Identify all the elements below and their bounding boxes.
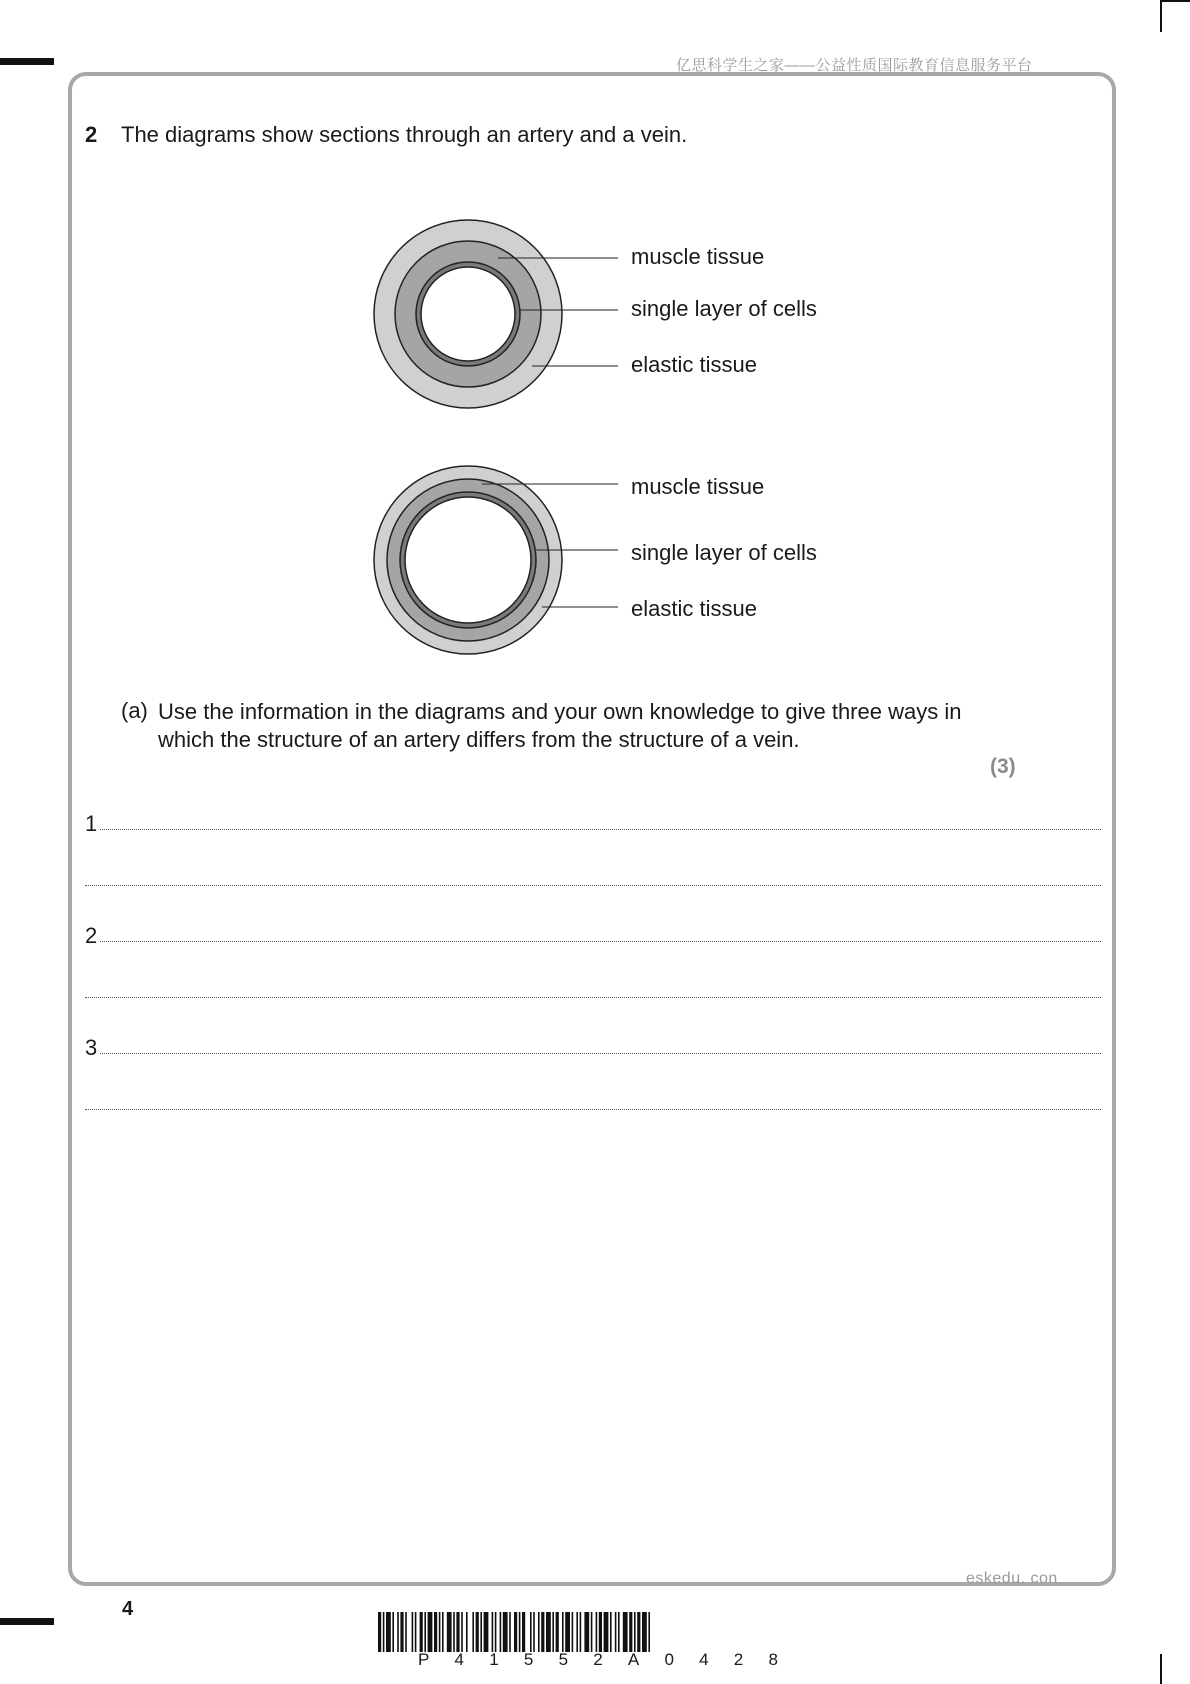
barcode-bar bbox=[596, 1612, 598, 1652]
barcode-digit: 1 bbox=[489, 1650, 499, 1669]
barcode-bar bbox=[591, 1612, 593, 1652]
answer-number-1: 1 bbox=[85, 811, 100, 837]
barcode bbox=[378, 1612, 812, 1652]
left-registration-mark-top bbox=[0, 58, 54, 65]
barcode-bar bbox=[615, 1612, 617, 1652]
barcode-bar bbox=[648, 1612, 650, 1652]
barcode-digits bbox=[418, 1650, 778, 1670]
barcode-bar bbox=[572, 1612, 574, 1652]
barcode-bar bbox=[420, 1612, 423, 1652]
page-number: 4 bbox=[122, 1598, 134, 1620]
barcode-bar bbox=[634, 1612, 636, 1652]
barcode-bar bbox=[623, 1612, 628, 1652]
barcode-digit: 5 bbox=[558, 1650, 569, 1669]
barcode-digit: 2 bbox=[733, 1650, 744, 1669]
vein-label-muscle: muscle tissue bbox=[631, 474, 765, 499]
barcode-bar bbox=[503, 1612, 508, 1652]
barcode-digit: 4 bbox=[454, 1650, 465, 1669]
barcode-bar bbox=[538, 1612, 540, 1652]
barcode-bar bbox=[629, 1612, 632, 1652]
barcode-bar bbox=[576, 1612, 578, 1652]
barcode-bar bbox=[484, 1612, 489, 1652]
part-a-text: Use the information in the diagrams and your own knowledge to give three ways in which the structure of an artery differs from the structure of a vein. bbox=[158, 699, 962, 752]
barcode-bar bbox=[533, 1612, 535, 1652]
corner-mark-top-right-v bbox=[1160, 0, 1162, 32]
barcode-digit: 5 bbox=[523, 1650, 534, 1669]
barcode-digit: 8 bbox=[768, 1650, 778, 1669]
barcode-bar bbox=[424, 1612, 426, 1652]
barcode-bar bbox=[397, 1612, 399, 1652]
part-a-label: (a) bbox=[121, 698, 148, 723]
vein-diagram bbox=[370, 460, 630, 660]
vein-label-cells: single layer of cells bbox=[631, 540, 817, 565]
barcode-bar bbox=[519, 1612, 521, 1652]
barcode-bar bbox=[386, 1612, 391, 1652]
barcode-bar bbox=[514, 1612, 517, 1652]
barcode-bar bbox=[642, 1612, 647, 1652]
barcode-bar bbox=[541, 1612, 544, 1652]
barcode-bar bbox=[378, 1612, 381, 1652]
barcode-digit: P bbox=[418, 1650, 430, 1669]
answer-line-2b[interactable] bbox=[85, 997, 1101, 998]
answer-line-3b[interactable] bbox=[85, 1109, 1101, 1110]
answer-number-2: 2 bbox=[85, 923, 100, 949]
barcode-bar bbox=[500, 1612, 502, 1652]
barcode-bar bbox=[461, 1612, 463, 1652]
barcode-bar bbox=[456, 1612, 459, 1652]
header-watermark: 亿思科学生之家——公益性质国际教育信息服务平台 bbox=[676, 57, 1033, 74]
barcode-bar bbox=[472, 1612, 474, 1652]
answer-line-3a[interactable] bbox=[85, 1053, 1101, 1054]
barcode-bar bbox=[428, 1612, 433, 1652]
barcode-bar bbox=[453, 1612, 455, 1652]
barcode-bar bbox=[565, 1612, 570, 1652]
artery-label-cells: single layer of cells bbox=[631, 296, 817, 321]
barcode-bar bbox=[546, 1612, 551, 1652]
barcode-digit: A bbox=[627, 1650, 640, 1669]
barcode-bar bbox=[637, 1612, 640, 1652]
question-number: 2 bbox=[85, 122, 98, 147]
barcode-bar bbox=[392, 1612, 394, 1652]
vein-label-elastic: elastic tissue bbox=[631, 596, 757, 621]
question-text: The diagrams show sections through an artery and a vein. bbox=[121, 122, 688, 147]
left-registration-mark-bottom bbox=[0, 1618, 54, 1625]
answer-number-3: 3 bbox=[85, 1035, 100, 1061]
barcode-bar bbox=[466, 1612, 468, 1652]
barcode-bar bbox=[599, 1612, 602, 1652]
barcode-bar bbox=[618, 1612, 620, 1652]
barcode-bar bbox=[439, 1612, 441, 1652]
barcode-bar bbox=[556, 1612, 559, 1652]
barcode-bar bbox=[476, 1612, 479, 1652]
barcode-bar bbox=[495, 1612, 497, 1652]
corner-mark-top-right-h bbox=[1160, 0, 1190, 2]
answer-line-2a[interactable] bbox=[85, 941, 1101, 942]
barcode-bar bbox=[400, 1612, 403, 1652]
vein-lumen bbox=[405, 497, 531, 623]
footer-site-watermark: eskedu. con bbox=[966, 1570, 1058, 1587]
barcode-bar bbox=[530, 1612, 532, 1652]
barcode-bar bbox=[584, 1612, 589, 1652]
barcode-bar bbox=[522, 1612, 525, 1652]
barcode-bar bbox=[442, 1612, 444, 1652]
barcode-digit: 2 bbox=[593, 1650, 603, 1669]
barcode-bar bbox=[580, 1612, 582, 1652]
artery-lumen bbox=[421, 267, 515, 361]
barcode-bar bbox=[412, 1612, 414, 1652]
barcode-bar bbox=[434, 1612, 437, 1652]
artery-label-elastic: elastic tissue bbox=[631, 352, 757, 377]
marks-indicator: (3) bbox=[990, 755, 1016, 778]
artery-label-muscle: muscle tissue bbox=[631, 244, 765, 269]
barcode-bar bbox=[552, 1612, 554, 1652]
barcode-bar bbox=[405, 1612, 407, 1652]
barcode-bar bbox=[447, 1612, 452, 1652]
barcode-bar bbox=[610, 1612, 612, 1652]
barcode-bar bbox=[492, 1612, 494, 1652]
answer-line-1a[interactable] bbox=[85, 829, 1101, 830]
barcode-bar bbox=[604, 1612, 609, 1652]
barcode-bar bbox=[383, 1612, 385, 1652]
answer-line-1b[interactable] bbox=[85, 885, 1101, 886]
corner-mark-bottom-right-v bbox=[1160, 1654, 1162, 1684]
barcode-bar bbox=[480, 1612, 482, 1652]
barcode-digit: 4 bbox=[699, 1650, 709, 1669]
barcode-bar bbox=[562, 1612, 564, 1652]
barcode-bar bbox=[415, 1612, 417, 1652]
barcode-digit: 0 bbox=[664, 1650, 674, 1669]
artery-diagram bbox=[370, 214, 630, 414]
barcode-bar bbox=[509, 1612, 511, 1652]
